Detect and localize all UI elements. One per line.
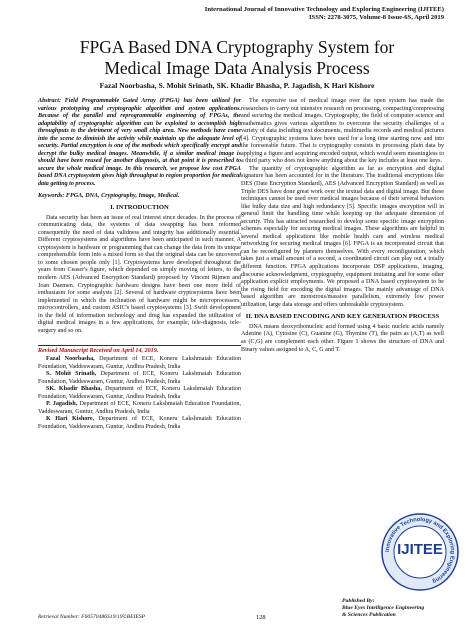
affiliation-name: P. Jagadish,	[46, 401, 78, 408]
body-paragraph: The quantity of cryptographic algorithm as far as encryption and digital signature has been accounted for in the literature. The traditional encryptions like DES (Date Encryption Standard), AES (Advanced Encryption Standard) as well as Triple DES have done great work over the textual data and digital image. But these techniques cannot be used over medical images because of their several behaviors like bulky data size and high redundancy [5]. Specific images encryption will in general limit the handling time while keeping up the adequate dimension of security. This has attracted researched to develop some specific image encryption schemes especially for securing medical images. These algorithms are helpful in several medical applications like mobile health care and wireless medical networking for securing medical images [6]. FPGA is an incorporated circuit that can be reconfigured by planners themselves. With every reconfiguration, which takes just a small amount of a second, a coordinated circuit can play out a totally different function. FPGA applications incorporate DSP applications, imaging, discourse acknowledgment, cryptography, equipment imitating and for some other application explicit employments. We proposed a DNA based cryptosystem to be the rising field for encoding the digital images. The mainly advantage of DNA based algorithm are monstrous/massive parallelism, extremely low power utilization, large data storage and offers unbreakable cryptosystem.	[241, 165, 444, 308]
publisher-line1: Blue Eyes Intelligence Engineering	[342, 605, 425, 611]
publisher-line2: & Sciences Publication	[342, 612, 396, 618]
retrieval-number: Retrieval Number: F60570486S19/19©BEIESP	[38, 614, 146, 620]
affiliation-name: S. Mohit Srinath,	[46, 371, 97, 378]
author-list: Fazal Noorbasha, S. Mohit Srinath, SK. Khadir Bhasha, P. Jagadish, K Hari Kishore	[99, 81, 375, 90]
body-paragraph: The expensive use of medical image over the open system has made the researchers to carry out intensive research on processing, compacting/compressing and securing the medical images. Cryptography, the field of computer science and mathematics gives various algorithms to overcome the security challenges of a variety of data including text documents, multimedia records and medical pictures [4]. Cryptographic systems have been used for a long time starting now and into the foreseeable future. That is cryptography consists in processing plain data by applying a figure and acquiring encoded output, which would seem meaningless to a third party who does not know anything about the key includes at least one keys.	[241, 98, 444, 165]
paper-title	[20, 37, 454, 79]
affiliation-name: K Hari Kishore,	[46, 416, 95, 423]
section-heading-dna-encoding: II. DNA BASED ENCODING AND KEY GENERATION PROCESS	[245, 313, 440, 321]
affiliation-item	[38, 386, 241, 401]
journal-name: International Journal of Innovative Technology and Exploring Engineering (IJITEE)	[204, 6, 444, 13]
affiliation-item	[38, 416, 241, 431]
affiliation-text: Department of ECE, Koneru Lakshmaiah Education Foundation, Vaddeswaram, Guntur, Andhra Pradesh, India	[38, 371, 241, 385]
affiliation-text: Department of ECE, Koneru Lakshmaiah Education Foundation, Vaddeswaram, Guntur, Andhra Pradesh, India	[38, 355, 242, 370]
seal-label: IJITEE	[397, 541, 443, 558]
left-column	[38, 98, 241, 431]
author-affiliations	[38, 356, 241, 431]
journal-header	[205, 6, 444, 22]
footnote-divider	[38, 345, 241, 346]
seal-ring-text: Innovative Technology and Exploring Engineering	[384, 516, 456, 585]
keywords: Keywords: FPGA, DNA, Cryptography, Image, Medical.	[38, 192, 180, 199]
abstract: Abstract: Field Programmable Gated Array (FPGA) has been utilized for various prototyping and cryptographic algorithm and system applications. Because of the parallel and reprogrammable engineering of FPGAs, the adaptability of cryptographic algorithm can be exploited to accomplish high throughputs to the detriment of very small chip area. New methods have come into the scene to diminish the activity while maintain up the adequate level of security. Partial encryption is one of the methods which specifically encrypt and decrypt the bulky medical images. Meanwhile, if a similar medical image is should have been reused for another diagnosis, at that point it is prescribed to secure the whole medical image. In this research, we propose low cost FPGA based DNA cryptosystem gives high throughput to region proportion for medical data getting to process.	[38, 98, 241, 188]
affiliation-item	[38, 401, 241, 416]
affiliation-text: Department of ECE, Koneru Lakshmaiah Education Foundation, Vaddeswaram, Guntur, Andhra Pradesh, India	[38, 386, 241, 400]
paper-title-line2: Medical Image Data Analysis Process	[104, 58, 370, 78]
page-number: 128	[256, 614, 266, 621]
affiliation-text: Department of ECE, Koneru Lakshmaiah Education Foundation, Vaddeswaram, Guntur, Andhra Pradesh, India	[38, 416, 241, 430]
revised-manuscript-note: Revised Manuscript Received on April 14, 2019.	[38, 348, 159, 355]
section-heading-introduction: I. INTRODUCTION	[110, 204, 169, 212]
right-column	[241, 98, 444, 354]
journal-issn: ISSN: 2278-3075, Volume-8 Issue-6S, April 2019	[308, 14, 444, 21]
published-by: Published By:	[342, 598, 375, 604]
affiliation-item	[38, 371, 241, 386]
affiliation-text: Department of ECE, Koneru Lakshmaiah Education Foundation, Vaddeswaram, Guntur, Andhra Pradesh, India	[38, 401, 241, 415]
paper-title-line1: FPGA Based DNA Cryptography System for	[79, 37, 395, 57]
publisher-block	[342, 598, 424, 619]
affiliation-name: Fazal Noorbasha,	[46, 355, 95, 362]
affiliation-name: SK. Khadir Bhasha,	[46, 386, 102, 393]
introduction-paragraph: Data security has been an issue of real interest since decades. In the process of communicating data, the systems of data swapping has been reformed consequently the need of data validness and integrity has additionally essential. Different cryptosystems and algorithms have been anticipated in such manner. A cryptosystem is hardware or programming that can change the data from its unique comprehensible form into a mixed form so that the original data can be uncovered to some chosen people only [1]. Cryptosystems have developed throughout the years from Ceaser's figure, which depended on simply moving of letters, to the modern AES (Advanced Encryption Standard) proposed by Vincent Rijmen and Joan Daemen. Cryptographic hardware designs have been one more field of enthusiasm for some analysts [2]. Several of hardware cryptosystems have been implemented in which the inclination of hardware might be microprocessors, microcontrollers, and custom ASIC's based cryptosystems [3]. Swift development in the field of information technology and drug has expanded the utilization of digital medical images in a few applications, for example, tele-diagnosis, tele-surgery and so on.	[38, 214, 241, 334]
affiliation-item	[38, 356, 241, 371]
body-paragraph: DNA means deoxyribonucleic acid formed using 4 basic nucleic acids namely Adenine (A), Cytosine (C), Guanine (G), Thymine (T), the pairs as (A,T) as well as (C,G) are complement each other. Figure 1 shows the structure of DNA and Binary values assigned to A, C, G and T.	[241, 323, 444, 353]
